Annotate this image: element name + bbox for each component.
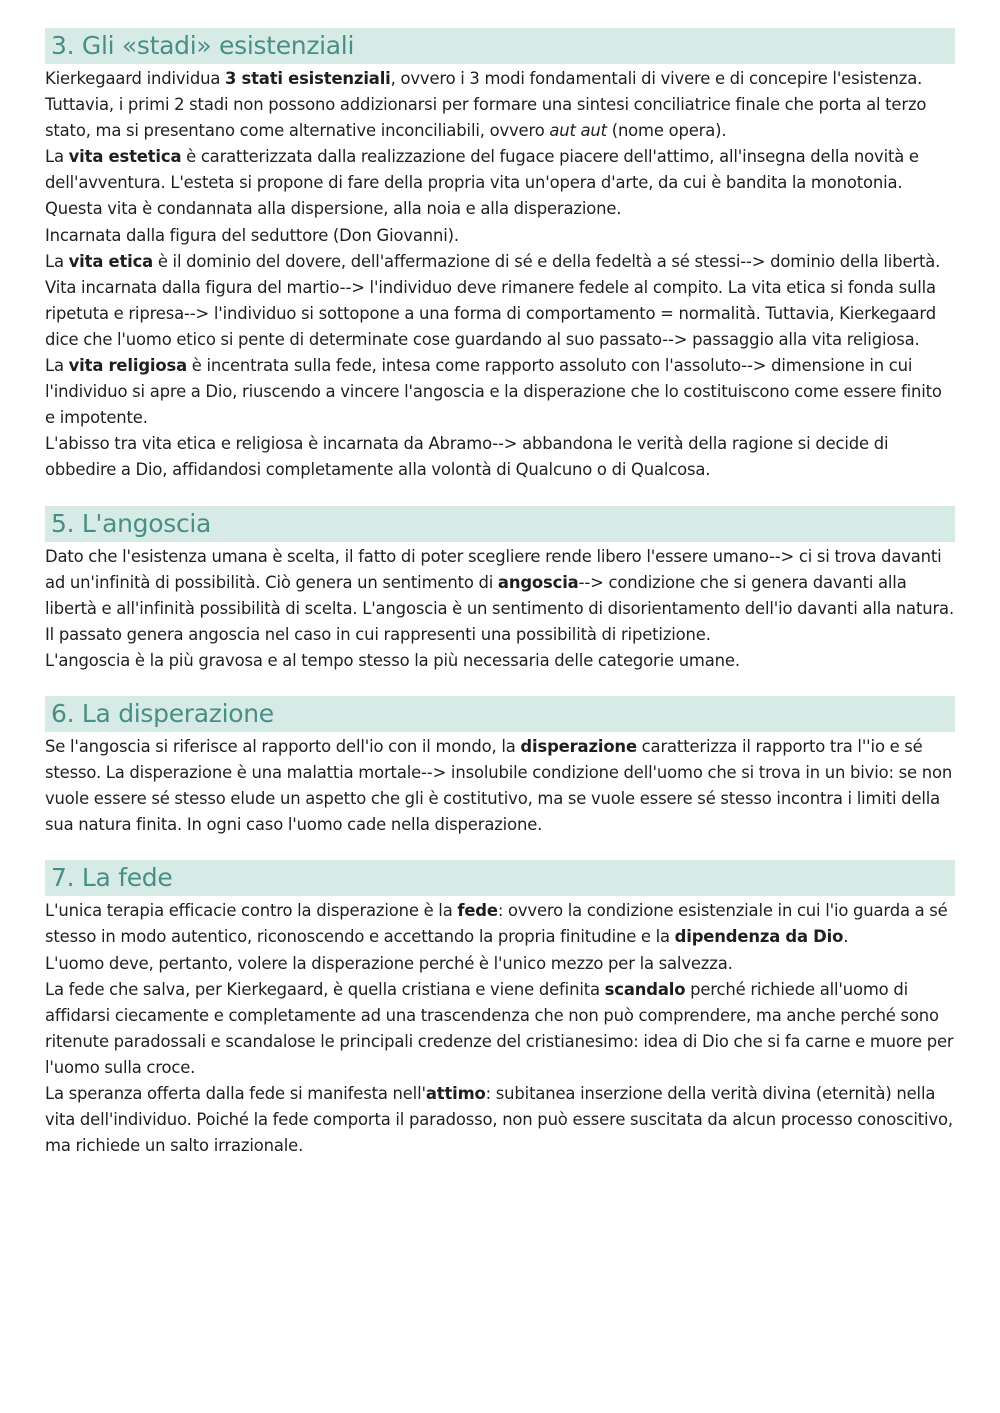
text-run: è incentrata sulla fede, intesa come rapporto assoluto con l'assoluto--> dimensione in cui l'individuo si apre a Dio, riuscendo a vincere l'angoscia e la disperazione che lo costituiscono come essere finito e impotente. [45, 356, 942, 428]
bold-term: vita religiosa [68, 356, 188, 376]
text-run: Incarnata dalla figura del seduttore (Don Giovanni). [45, 225, 459, 245]
bold-term: vita etica [68, 251, 154, 271]
paragraph [45, 977, 955, 1081]
text-run: (nome opera). [606, 121, 727, 141]
bold-term: angoscia [497, 572, 579, 592]
section-angoscia [45, 506, 955, 674]
text-run: , ovvero i 3 modi fondamentali di vivere e di concepire l'esistenza. Tuttavia, i primi 2 stadi non possono addizionarsi per formare una sintesi conciliatrice finale che porta al terzo stato, ma si presentano come alternative inconciliabili, ovvero [45, 69, 927, 141]
section-heading: 5. L'angoscia [45, 506, 955, 542]
section-stadi-esistenziali [45, 28, 955, 484]
text-run: Il passato genera angoscia nel caso in cui rappresenti una possibilità di ripetizione. [45, 624, 711, 644]
text-run: La [45, 251, 69, 271]
bold-term: vita estetica [68, 147, 182, 167]
paragraph [45, 353, 955, 431]
paragraph [45, 622, 955, 648]
paragraph [45, 1081, 955, 1159]
text-run: : subitanea inserzione della verità divina (eternità) nella vita dell'individuo. Poiché la fede comporta il paradosso, non può essere suscitata da alcun processo conoscitivo, ma richiede un salto irrazionale. [45, 1084, 953, 1156]
text-run: è caratterizzata dalla realizzazione del fugace piacere dell'attimo, all'insegna della novità e dell'avventura. L'esteta si propone di fare della propria vita un'opera d'arte, da cui è bandita la monotonia. Questa vita è condannata alla dispersione, alla noia e alla disperazione. [45, 147, 919, 219]
section-heading: 3. Gli «stadi» esistenziali [45, 28, 955, 64]
section-heading: 6. La disperazione [45, 696, 955, 732]
text-run: : ovvero la condizione esistenziale in cui l'io guarda a sé stesso in modo autentico, riconoscendo e accettando la propria finitudine e la [45, 901, 948, 947]
text-run: caratterizza il rapporto tra l''io e sé stesso. La disperazione è una malattia mortale--> insolubile condizione dell'uomo che si trova in un bivio: se non vuole essere sé stesso elude un aspetto che gli è costitutivo, ma se vuole essere sé stesso incontra i limiti della sua natura finita. In ogni caso l'uomo cade nella disperazione. [45, 736, 953, 835]
section-fede [45, 860, 955, 1159]
paragraph [45, 144, 955, 222]
text-run: L'uomo deve, pertanto, volere la disperazione perché è l'unico mezzo per la salvezza. [45, 953, 733, 973]
text-run: L'angoscia è la più gravosa e al tempo stesso la più necessaria delle categorie umane. [45, 650, 740, 670]
text-run: La [45, 147, 69, 167]
text-run: La fede che salva, per Kierkegaard, è quella cristiana e viene definita [45, 979, 605, 999]
paragraph [45, 544, 955, 622]
bold-term: fede [457, 901, 498, 921]
paragraph [45, 898, 955, 950]
paragraph [45, 66, 955, 144]
bold-term: scandalo [604, 979, 686, 999]
document-page [45, 28, 955, 1159]
italic-term: aut aut [549, 121, 607, 141]
paragraph [45, 648, 955, 674]
paragraph [45, 249, 955, 353]
text-run: Dato che l'esistenza umana è scelta, il fatto di poter scegliere rende libero l'essere umano--> ci si trova davanti ad un'infinità di possibilità. Ciò genera un sentimento di [45, 546, 942, 592]
text-run: L'unica terapia efficacie contro la disperazione è la [45, 901, 458, 921]
text-run: L'abisso tra vita etica e religiosa è incarnata da Abramo--> abbandona le verità della ragione si decide di obbedire a Dio, affidandosi completamente alla volontà di Qualcuno o di Qualcosa. [45, 434, 889, 480]
text-run: è il dominio del dovere, dell'affermazione di sé e della fedeltà a sé stessi--> dominio della libertà. Vita incarnata dalla figura del martio--> l'individuo deve rimanere fedele al compito. La vita etica si fonda sulla ripetuta e ripresa--> l'individuo si sottopone a una forma di comportamento = normalità. Tuttavia, Kierkegaard dice che l'uomo etico si pente di determinate cose guardando al suo passato--> passaggio alla vita religiosa. [45, 251, 941, 349]
text-run: La [45, 356, 69, 376]
bold-term: disperazione [520, 736, 637, 756]
bold-term: 3 stati esistenziali [224, 69, 391, 88]
section-disperazione [45, 696, 955, 838]
text-run: Kierkegaard individua [45, 69, 225, 88]
text-run: Se l'angoscia si riferisce al rapporto dell'io con il mondo, la [45, 736, 521, 756]
text-run: La speranza offerta dalla fede si manifesta nell' [45, 1084, 426, 1103]
text-run: . [843, 927, 849, 947]
paragraph [45, 734, 955, 838]
paragraph [45, 223, 955, 249]
paragraph [45, 431, 955, 483]
bold-term: attimo [425, 1084, 486, 1103]
text-run: perché richiede all'uomo di affidarsi ciecamente e completamente ad una trascendenza che non può comprendere, ma anche perché sono ritenute paradossali e scandalose le principali credenze del cristianesimo: idea di Dio che si fa carne e muore per l'uomo sulla croce. [45, 979, 954, 1077]
text-run: --> condizione che si genera davanti alla libertà e all'infinità possibilità di scelta. L'angoscia è un sentimento di disorientamento dell'io davanti alla natura. [45, 572, 954, 618]
paragraph [45, 951, 955, 977]
section-heading: 7. La fede [45, 860, 955, 896]
bold-term: dipendenza da Dio [674, 927, 844, 947]
